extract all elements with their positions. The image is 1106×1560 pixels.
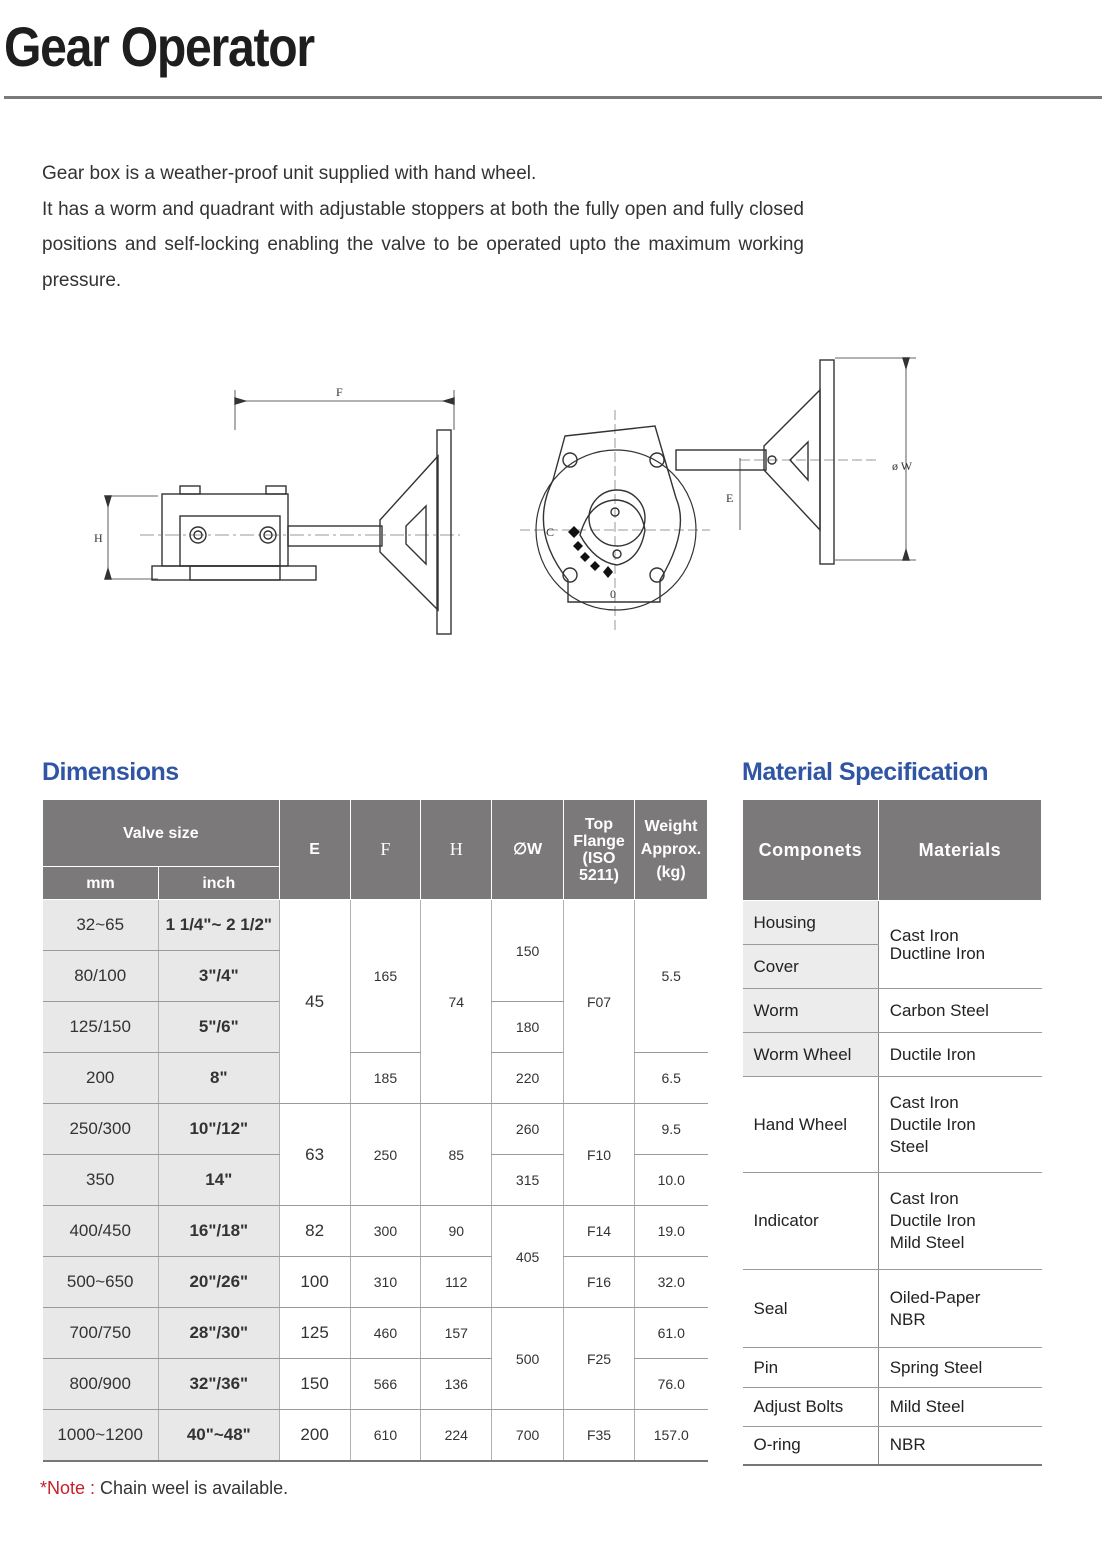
page-title: Gear Operator (4, 15, 314, 78)
row-mm: 1000~1200 (43, 1410, 159, 1462)
cell-e: 63 (279, 1104, 350, 1206)
row-mm: 200 (43, 1053, 159, 1104)
cell-w: 180 (492, 1002, 564, 1053)
header-h: H (421, 800, 492, 900)
cell-e: 125 (279, 1308, 350, 1359)
cell-w: 150 (492, 900, 564, 1002)
component-cell: Worm Wheel (743, 1033, 879, 1077)
cell-w: 260 (492, 1104, 564, 1155)
cell-flange: F16 (564, 1257, 635, 1308)
cell-weight: 19.0 (634, 1206, 707, 1257)
row-inch: 3"/4" (158, 951, 279, 1002)
cell-flange: F07 (564, 900, 635, 1104)
intro-line-1: Gear box is a weather-proof unit supplied with hand wheel. (42, 163, 537, 184)
cell-h: 74 (421, 900, 492, 1104)
header-materials: Materials (878, 800, 1041, 901)
header-inch: inch (158, 867, 279, 900)
row-inch: 8" (158, 1053, 279, 1104)
label-e: E (726, 491, 734, 505)
cell-flange: F10 (564, 1104, 635, 1206)
cell-f: 310 (350, 1257, 421, 1308)
cell-w: 500 (492, 1308, 564, 1410)
cell-weight: 9.5 (634, 1104, 707, 1155)
material-table (742, 799, 1042, 1466)
header-f: F (350, 800, 421, 900)
row-mm: 250/300 (43, 1104, 159, 1155)
footnote (40, 1478, 288, 1499)
material-cell: Carbon Steel (878, 989, 1041, 1033)
cell-flange: F35 (564, 1410, 635, 1462)
header-e: E (279, 800, 350, 900)
material-cell: Oiled-Paper NBR (878, 1270, 1041, 1348)
row-mm: 32~65 (43, 900, 159, 951)
label-o: 0 (610, 587, 616, 601)
cell-e: 150 (279, 1359, 350, 1410)
component-cell: Cover (743, 945, 879, 989)
material-cell: Cast Iron Ductline Iron (878, 901, 1041, 989)
row-inch: 28"/30" (158, 1308, 279, 1359)
intro-line-2: It has a worm and quadrant with adjustable stoppers at both the fully open and fully closed positions and self-locking enabling the valve to be operated upto the maximum working pressure. (42, 198, 804, 291)
row-inch: 14" (158, 1155, 279, 1206)
row-inch: 16"/18" (158, 1206, 279, 1257)
material-cell: Cast Iron Ductile Iron Steel (878, 1077, 1041, 1173)
component-cell: Adjust Bolts (743, 1388, 879, 1427)
title-divider (4, 96, 1102, 99)
cell-w: 220 (492, 1053, 564, 1104)
cell-h: 85 (421, 1104, 492, 1206)
material-cell: Ductile Iron (878, 1033, 1041, 1077)
cell-e: 82 (279, 1206, 350, 1257)
component-cell: Pin (743, 1348, 879, 1388)
cell-weight: 61.0 (634, 1308, 707, 1359)
cell-f: 610 (350, 1410, 421, 1462)
header-flange: Top Flange (ISO 5211) (564, 800, 635, 900)
row-mm: 350 (43, 1155, 159, 1206)
row-mm: 500~650 (43, 1257, 159, 1308)
header-valve-size: Valve size (43, 800, 280, 867)
component-cell: Indicator (743, 1173, 879, 1270)
material-cell: NBR (878, 1427, 1041, 1465)
cell-f: 165 (350, 900, 421, 1053)
header-components: Componets (743, 800, 879, 901)
label-h: H (94, 531, 103, 545)
cell-w: 405 (492, 1206, 564, 1308)
component-cell: Seal (743, 1270, 879, 1348)
cell-weight: 76.0 (634, 1359, 707, 1410)
row-inch: 20"/26" (158, 1257, 279, 1308)
label-c: C (546, 525, 555, 539)
cell-h: 90 (421, 1206, 492, 1257)
cell-weight: 32.0 (634, 1257, 707, 1308)
row-inch: 1 1/4"~ 2 1/2" (158, 900, 279, 951)
header-mm: mm (43, 867, 159, 900)
cell-f: 566 (350, 1359, 421, 1410)
row-inch: 40"~48" (158, 1410, 279, 1462)
cell-flange: F25 (564, 1308, 635, 1410)
cell-w: 315 (492, 1155, 564, 1206)
row-mm: 700/750 (43, 1308, 159, 1359)
label-f: F (336, 385, 343, 399)
row-inch: 32"/36" (158, 1359, 279, 1410)
row-inch: 10"/12" (158, 1104, 279, 1155)
intro-text (42, 156, 804, 298)
header-weight: Weight Approx. (kg) (634, 800, 707, 900)
cell-f: 300 (350, 1206, 421, 1257)
cell-h: 112 (421, 1257, 492, 1308)
cell-h: 136 (421, 1359, 492, 1410)
label-w: ø W (892, 459, 913, 473)
row-mm: 125/150 (43, 1002, 159, 1053)
cell-weight: 157.0 (634, 1410, 707, 1462)
component-cell: O-ring (743, 1427, 879, 1465)
material-cell: Mild Steel (878, 1388, 1041, 1427)
material-heading: Material Specification (742, 758, 989, 786)
cell-f: 250 (350, 1104, 421, 1206)
cell-e: 200 (279, 1410, 350, 1462)
row-mm: 80/100 (43, 951, 159, 1002)
cell-h: 157 (421, 1308, 492, 1359)
cell-f: 460 (350, 1308, 421, 1359)
component-cell: Housing (743, 901, 879, 945)
row-inch: 5"/6" (158, 1002, 279, 1053)
note-label: *Note : (40, 1478, 96, 1498)
cell-weight: 5.5 (634, 900, 707, 1053)
material-cell: Spring Steel (878, 1348, 1041, 1388)
cell-weight: 10.0 (634, 1155, 707, 1206)
cell-f: 185 (350, 1053, 421, 1104)
cell-e: 100 (279, 1257, 350, 1308)
gear-operator-drawing (80, 330, 1020, 660)
cell-weight: 6.5 (634, 1053, 707, 1104)
cell-w: 700 (492, 1410, 564, 1462)
material-cell: Cast Iron Ductile Iron Mild Steel (878, 1173, 1041, 1270)
component-cell: Hand Wheel (743, 1077, 879, 1173)
dimensions-heading: Dimensions (42, 758, 179, 786)
cell-h: 224 (421, 1410, 492, 1462)
cell-e: 45 (279, 900, 350, 1104)
row-mm: 800/900 (43, 1359, 159, 1410)
dimensions-table (42, 799, 708, 1462)
cell-flange: F14 (564, 1206, 635, 1257)
row-mm: 400/450 (43, 1206, 159, 1257)
note-text: Chain weel is available. (95, 1478, 289, 1498)
header-w: ∅W (492, 800, 564, 900)
component-cell: Worm (743, 989, 879, 1033)
